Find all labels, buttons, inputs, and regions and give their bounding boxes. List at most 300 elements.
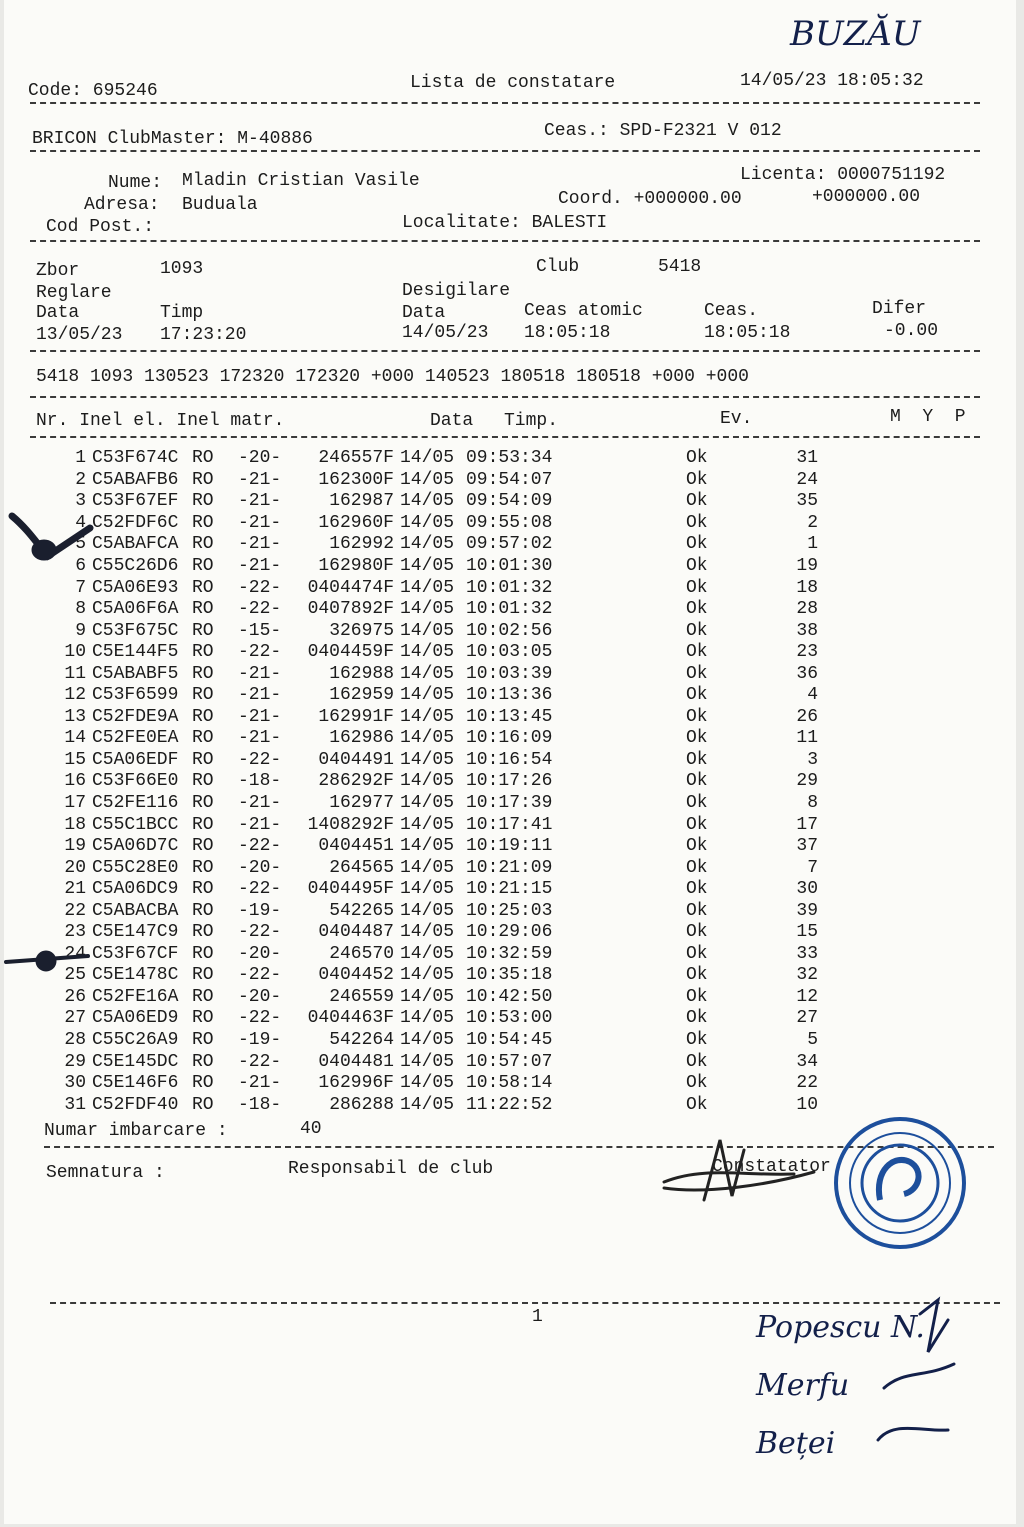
clock-time: 18:05:18 xyxy=(704,323,791,343)
row-number: 21 xyxy=(64,879,86,900)
event-status: Ok xyxy=(686,986,708,1007)
arrival-time: 09:53:34 xyxy=(466,448,553,469)
event-status: Ok xyxy=(686,1094,708,1115)
ring-country: RO xyxy=(192,771,214,792)
reg-time: 17:23:20 xyxy=(160,325,247,345)
arrival-time: 10:17:39 xyxy=(466,793,553,814)
arrival-time: 10:32:59 xyxy=(466,943,553,964)
arrival-date: 14/05 xyxy=(400,706,455,727)
arrival-date: 14/05 xyxy=(400,1073,455,1094)
ring-number: 162996F xyxy=(318,1073,394,1094)
event-status: Ok xyxy=(686,814,708,835)
arrival-time: 10:42:50 xyxy=(466,986,553,1007)
ring-number: 246570 xyxy=(329,943,394,964)
arrival-time: 11:22:52 xyxy=(466,1094,553,1115)
ring-electronic: C55C28E0 xyxy=(92,857,179,878)
event-status: Ok xyxy=(686,1051,708,1072)
reg-date-label: Data xyxy=(36,303,80,323)
arrival-time: 10:53:00 xyxy=(466,1008,553,1029)
event-status: Ok xyxy=(686,556,708,576)
desigilare-label: Desigilare xyxy=(402,281,511,301)
owner-name: Mladin Cristian Vasile xyxy=(182,171,420,191)
document-title: Lista de constatare xyxy=(410,73,616,93)
handwritten-name-2: Merfu xyxy=(756,1368,850,1403)
arrival-date: 14/05 xyxy=(400,857,455,878)
event-status: Ok xyxy=(686,965,708,986)
event-status: Ok xyxy=(686,706,708,727)
position: 18 xyxy=(796,577,818,598)
ring-country: RO xyxy=(192,556,214,576)
ring-country: RO xyxy=(192,642,214,663)
event-status: Ok xyxy=(686,771,708,792)
row-number: 18 xyxy=(64,814,86,835)
ring-electronic: C55C1BCC xyxy=(92,814,179,835)
position: 15 xyxy=(796,922,818,943)
ring-country: RO xyxy=(192,491,214,512)
signature-club-responsible xyxy=(664,1140,814,1200)
event-status: Ok xyxy=(686,685,708,706)
ring-country: RO xyxy=(192,728,214,749)
event-status: Ok xyxy=(686,642,708,663)
arrival-date: 14/05 xyxy=(400,1094,455,1115)
event-status: Ok xyxy=(686,534,708,555)
arrival-time: 10:21:15 xyxy=(466,879,553,900)
ring-year: -22- xyxy=(238,879,282,900)
ring-year: -22- xyxy=(238,965,282,986)
ring-number: 286292F xyxy=(318,771,394,792)
row-number: 22 xyxy=(64,900,86,921)
ring-number: 286288 xyxy=(329,1094,394,1115)
event-status: Ok xyxy=(686,836,708,857)
position: 11 xyxy=(796,728,818,749)
position: 4 xyxy=(807,685,818,706)
row-number: 1 xyxy=(75,448,86,469)
position: 27 xyxy=(796,1008,818,1029)
event-status: Ok xyxy=(686,793,708,814)
ring-number: 0404487 xyxy=(318,922,394,943)
event-status: Ok xyxy=(686,469,708,490)
arrival-time: 10:03:39 xyxy=(466,663,553,684)
event-status: Ok xyxy=(686,1008,708,1029)
boarding-count-label: Numar imbarcare : xyxy=(44,1121,228,1141)
arrival-date: 14/05 xyxy=(400,1051,455,1072)
row-number: 12 xyxy=(64,685,86,706)
arrival-time: 10:17:26 xyxy=(466,771,553,792)
ring-year: -20- xyxy=(238,986,282,1007)
difference-label: Difer xyxy=(872,299,927,319)
arrival-time: 10:29:06 xyxy=(466,922,553,943)
arrival-time: 10:16:09 xyxy=(466,728,553,749)
position: 39 xyxy=(796,900,818,921)
ring-year: -20- xyxy=(238,943,282,964)
arrival-date: 14/05 xyxy=(400,749,455,770)
arrival-time: 10:54:45 xyxy=(466,1030,553,1051)
ring-electronic: C55C26A9 xyxy=(92,1030,179,1051)
ring-electronic: C5E147C9 xyxy=(92,922,179,943)
ring-country: RO xyxy=(192,1030,214,1051)
arrival-time: 10:01:30 xyxy=(466,556,553,576)
position: 7 xyxy=(807,857,818,878)
ring-year: -22- xyxy=(238,922,282,943)
column-time: Timp. xyxy=(504,411,559,431)
arrival-date: 14/05 xyxy=(400,599,455,620)
position: 37 xyxy=(796,836,818,857)
ring-electronic: C52FDE9A xyxy=(92,706,179,727)
event-status: Ok xyxy=(686,728,708,749)
ring-country: RO xyxy=(192,620,214,641)
signature-marks-bottom xyxy=(878,1300,954,1440)
row-number: 28 xyxy=(64,1030,86,1051)
ring-electronic: C5ABAFB6 xyxy=(92,469,179,490)
postal-code-label: Cod Post.: xyxy=(46,217,155,237)
ink-check-mark xyxy=(12,516,90,560)
document-datetime: 14/05/23 18:05:32 xyxy=(740,71,924,91)
ring-year: -22- xyxy=(238,1008,282,1029)
round-stamp xyxy=(836,1119,964,1247)
ring-year: -21- xyxy=(238,663,282,684)
ring-number: 0404451 xyxy=(318,836,394,857)
arrival-date: 14/05 xyxy=(400,556,455,576)
ring-country: RO xyxy=(192,793,214,814)
row-number: 16 xyxy=(64,771,86,792)
arrival-date: 14/05 xyxy=(400,491,455,512)
ring-electronic: C5A06ED9 xyxy=(92,1008,179,1029)
position: 36 xyxy=(796,663,818,684)
column-date: Data xyxy=(430,411,474,431)
ring-number: 326975 xyxy=(329,620,394,641)
arrival-time: 09:54:09 xyxy=(466,491,553,512)
event-status: Ok xyxy=(686,943,708,964)
ring-number: 246559 xyxy=(329,986,394,1007)
arrival-time: 10:17:41 xyxy=(466,814,553,835)
event-status: Ok xyxy=(686,599,708,620)
ring-number: 162988 xyxy=(329,663,394,684)
ring-electronic: C53F67CF xyxy=(92,943,179,964)
ring-number: 0407892F xyxy=(307,599,394,620)
row-number: 11 xyxy=(64,663,86,684)
ring-country: RO xyxy=(192,577,214,598)
arrival-date: 14/05 xyxy=(400,836,455,857)
boarding-count: 40 xyxy=(300,1119,322,1139)
arrival-time: 10:13:45 xyxy=(466,706,553,727)
ring-year: -21- xyxy=(238,1073,282,1094)
clock-id: Ceas.: SPD-F2321 V 012 xyxy=(544,121,782,141)
ring-electronic: C5A06D7C xyxy=(92,836,179,857)
row-number: 20 xyxy=(64,857,86,878)
ring-year: -21- xyxy=(238,685,282,706)
page-number: 1 xyxy=(532,1307,543,1327)
club-responsible-label: Responsabil de club xyxy=(288,1159,494,1179)
ring-number: 1408292F xyxy=(307,814,394,835)
row-number: 5 xyxy=(75,534,86,555)
ring-year: -22- xyxy=(238,599,282,620)
ring-electronic: C5E146F6 xyxy=(92,1073,179,1094)
arrival-time: 10:13:36 xyxy=(466,685,553,706)
ring-year: -15- xyxy=(238,620,282,641)
owner-address: Buduala xyxy=(182,195,258,215)
ring-electronic: C5ABABF5 xyxy=(92,663,179,684)
ring-country: RO xyxy=(192,706,214,727)
club-label: Club xyxy=(536,257,580,277)
ring-number: 0404491 xyxy=(318,749,394,770)
position: 5 xyxy=(807,1030,818,1051)
clock-label: Ceas. xyxy=(704,301,759,321)
event-status: Ok xyxy=(686,577,708,598)
position: 1 xyxy=(807,534,818,555)
ring-number: 542265 xyxy=(329,900,394,921)
ring-number: 162987 xyxy=(329,491,394,512)
document-page xyxy=(4,0,1016,1524)
arrival-date: 14/05 xyxy=(400,986,455,1007)
ring-year: -21- xyxy=(238,512,282,533)
row-number: 17 xyxy=(64,793,86,814)
position: 10 xyxy=(796,1094,818,1115)
arrival-date: 14/05 xyxy=(400,879,455,900)
des-date-label: Data xyxy=(402,303,446,323)
arrival-date: 14/05 xyxy=(400,814,455,835)
ring-country: RO xyxy=(192,879,214,900)
ring-electronic: C55C26D6 xyxy=(92,556,179,576)
position: 32 xyxy=(796,965,818,986)
ring-number: 542264 xyxy=(329,1030,394,1051)
reglare-label: Reglare xyxy=(36,283,112,303)
position: 31 xyxy=(796,448,818,469)
atomic-clock-label: Ceas atomic xyxy=(524,301,643,321)
column-header: Nr. Inel el. Inel matr. xyxy=(36,411,285,431)
ring-electronic: C5E1478C xyxy=(92,965,179,986)
locality: Localitate: BALESTI xyxy=(402,213,608,233)
row-number: 3 xyxy=(75,491,86,512)
ring-number: 162959 xyxy=(329,685,394,706)
ring-number: 0404481 xyxy=(318,1051,394,1072)
arrival-date: 14/05 xyxy=(400,771,455,792)
position: 8 xyxy=(807,793,818,814)
ring-country: RO xyxy=(192,1051,214,1072)
event-status: Ok xyxy=(686,491,708,512)
ring-number: 162992 xyxy=(329,534,394,555)
ring-number: 0404474F xyxy=(307,577,394,598)
arrival-time: 10:25:03 xyxy=(466,900,553,921)
column-myp: M Y P xyxy=(890,407,966,427)
ring-electronic: C53F674C xyxy=(92,448,179,469)
arrival-date: 14/05 xyxy=(400,577,455,598)
owner-name-label: Nume: xyxy=(108,173,163,193)
arrival-date: 14/05 xyxy=(400,1008,455,1029)
ring-country: RO xyxy=(192,814,214,835)
row-number: 13 xyxy=(64,706,86,727)
ring-year: -21- xyxy=(238,728,282,749)
arrival-date: 14/05 xyxy=(400,512,455,533)
ring-year: -22- xyxy=(238,836,282,857)
club-number: 5418 xyxy=(658,257,702,277)
handwritten-name-3: Beței xyxy=(756,1426,836,1461)
position: 17 xyxy=(796,814,818,835)
licence: Licenta: 0000751192 xyxy=(740,165,946,185)
row-number: 10 xyxy=(64,642,86,663)
ring-year: -21- xyxy=(238,814,282,835)
ring-electronic: C53F6599 xyxy=(92,685,179,706)
arrival-time: 10:01:32 xyxy=(466,599,553,620)
position: 34 xyxy=(796,1051,818,1072)
ring-country: RO xyxy=(192,448,214,469)
ring-electronic: C5ABACBA xyxy=(92,900,179,921)
ring-country: RO xyxy=(192,900,214,921)
ring-country: RO xyxy=(192,1073,214,1094)
handwritten-name-1: Popescu N. xyxy=(756,1310,925,1345)
ring-country: RO xyxy=(192,749,214,770)
arrival-date: 14/05 xyxy=(400,448,455,469)
ring-number: 0404452 xyxy=(318,965,394,986)
arrival-date: 14/05 xyxy=(400,469,455,490)
arrival-time: 10:19:11 xyxy=(466,836,553,857)
position: 33 xyxy=(796,943,818,964)
ring-year: -22- xyxy=(238,642,282,663)
ring-electronic: C52FE116 xyxy=(92,793,179,814)
row-number: 9 xyxy=(75,620,86,641)
ring-electronic: C52FDF6C xyxy=(92,512,179,533)
row-number: 25 xyxy=(64,965,86,986)
row-number: 4 xyxy=(75,512,86,533)
reg-date: 13/05/23 xyxy=(36,325,123,345)
arrival-time: 10:57:07 xyxy=(466,1051,553,1072)
document-code: Code: 695246 xyxy=(28,81,158,101)
flight-number: 1093 xyxy=(160,259,204,279)
position: 19 xyxy=(796,556,818,576)
constatator-label: Constatator xyxy=(712,1157,831,1177)
ring-year: -20- xyxy=(238,857,282,878)
arrival-date: 14/05 xyxy=(400,728,455,749)
ring-country: RO xyxy=(192,663,214,684)
ring-year: -22- xyxy=(238,577,282,598)
signature-label: Semnatura : xyxy=(46,1163,165,1183)
arrival-time: 10:03:05 xyxy=(466,642,553,663)
event-status: Ok xyxy=(686,1030,708,1051)
position: 28 xyxy=(796,599,818,620)
row-number: 14 xyxy=(64,728,86,749)
arrival-date: 14/05 xyxy=(400,534,455,555)
event-status: Ok xyxy=(686,448,708,469)
position: 23 xyxy=(796,642,818,663)
ring-country: RO xyxy=(192,469,214,490)
ring-year: -22- xyxy=(238,749,282,770)
ring-country: RO xyxy=(192,599,214,620)
ring-year: -21- xyxy=(238,534,282,555)
column-event: Ev. xyxy=(720,409,753,429)
ring-electronic: C5A06DC9 xyxy=(92,879,179,900)
position: 22 xyxy=(796,1073,818,1094)
arrival-date: 14/05 xyxy=(400,965,455,986)
ring-electronic: C5E144F5 xyxy=(92,642,179,663)
arrival-date: 14/05 xyxy=(400,900,455,921)
ring-country: RO xyxy=(192,857,214,878)
ring-year: -19- xyxy=(238,900,282,921)
ring-electronic: C53F66E0 xyxy=(92,771,179,792)
ring-number: 162980F xyxy=(318,556,394,576)
arrival-time: 10:02:56 xyxy=(466,620,553,641)
ring-electronic: C5A06EDF xyxy=(92,749,179,770)
event-status: Ok xyxy=(686,620,708,641)
arrival-time: 09:54:07 xyxy=(466,469,553,490)
row-number: 31 xyxy=(64,1094,86,1115)
ring-electronic: C5E145DC xyxy=(92,1051,179,1072)
position: 35 xyxy=(796,491,818,512)
ring-country: RO xyxy=(192,836,214,857)
row-number: 23 xyxy=(64,922,86,943)
flight-label: Zbor xyxy=(36,261,80,281)
ring-number: 162986 xyxy=(329,728,394,749)
ring-country: RO xyxy=(192,986,214,1007)
arrival-date: 14/05 xyxy=(400,943,455,964)
ring-number: 264565 xyxy=(329,857,394,878)
row-number: 8 xyxy=(75,599,86,620)
handwritten-city: BUZĂU xyxy=(790,14,921,54)
ring-year: -22- xyxy=(238,1051,282,1072)
ring-electronic: C5A06E93 xyxy=(92,577,179,598)
arrival-date: 14/05 xyxy=(400,620,455,641)
owner-address-label: Adresa: xyxy=(84,195,160,215)
position: 38 xyxy=(796,620,818,641)
code-line: 5418 1093 130523 172320 172320 +000 140523 180518 180518 +000 +000 xyxy=(36,367,749,387)
ring-year: -21- xyxy=(238,793,282,814)
position: 29 xyxy=(796,771,818,792)
event-status: Ok xyxy=(686,1073,708,1094)
coordinates-2: +000000.00 xyxy=(812,187,921,207)
ring-year: -21- xyxy=(238,491,282,512)
ring-year: -21- xyxy=(238,556,282,576)
ring-number: 162977 xyxy=(329,793,394,814)
ring-electronic: C5ABAFCA xyxy=(92,534,179,555)
ring-electronic: C52FE0EA xyxy=(92,728,179,749)
arrival-date: 14/05 xyxy=(400,642,455,663)
arrival-time: 09:57:02 xyxy=(466,534,553,555)
ring-number: 0404495F xyxy=(307,879,394,900)
arrival-time: 10:35:18 xyxy=(466,965,553,986)
position: 3 xyxy=(807,749,818,770)
ring-year: -21- xyxy=(238,706,282,727)
ring-country: RO xyxy=(192,922,214,943)
event-status: Ok xyxy=(686,857,708,878)
difference: -0.00 xyxy=(884,321,939,341)
row-number: 26 xyxy=(64,986,86,1007)
ring-electronic: C53F675C xyxy=(92,620,179,641)
atomic-clock-time: 18:05:18 xyxy=(524,323,611,343)
event-status: Ok xyxy=(686,879,708,900)
arrival-date: 14/05 xyxy=(400,663,455,684)
arrival-date: 14/05 xyxy=(400,1030,455,1051)
row-number: 15 xyxy=(64,749,86,770)
row-number: 30 xyxy=(64,1073,86,1094)
ring-number: 162960F xyxy=(318,512,394,533)
arrival-time: 10:01:32 xyxy=(466,577,553,598)
position: 12 xyxy=(796,986,818,1007)
ring-year: -19- xyxy=(238,1030,282,1051)
position: 2 xyxy=(807,512,818,533)
ring-country: RO xyxy=(192,512,214,533)
arrival-date: 14/05 xyxy=(400,685,455,706)
row-number: 24 xyxy=(64,943,86,964)
coordinates: Coord. +000000.00 xyxy=(558,189,742,209)
ink-dash-mark xyxy=(6,951,88,971)
ring-country: RO xyxy=(192,1094,214,1115)
event-status: Ok xyxy=(686,922,708,943)
ring-year: -18- xyxy=(238,771,282,792)
arrival-date: 14/05 xyxy=(400,922,455,943)
ring-electronic: C53F67EF xyxy=(92,491,179,512)
ring-country: RO xyxy=(192,965,214,986)
arrival-time: 10:21:09 xyxy=(466,857,553,878)
arrival-time: 09:55:08 xyxy=(466,512,553,533)
arrival-time: 10:16:54 xyxy=(466,749,553,770)
